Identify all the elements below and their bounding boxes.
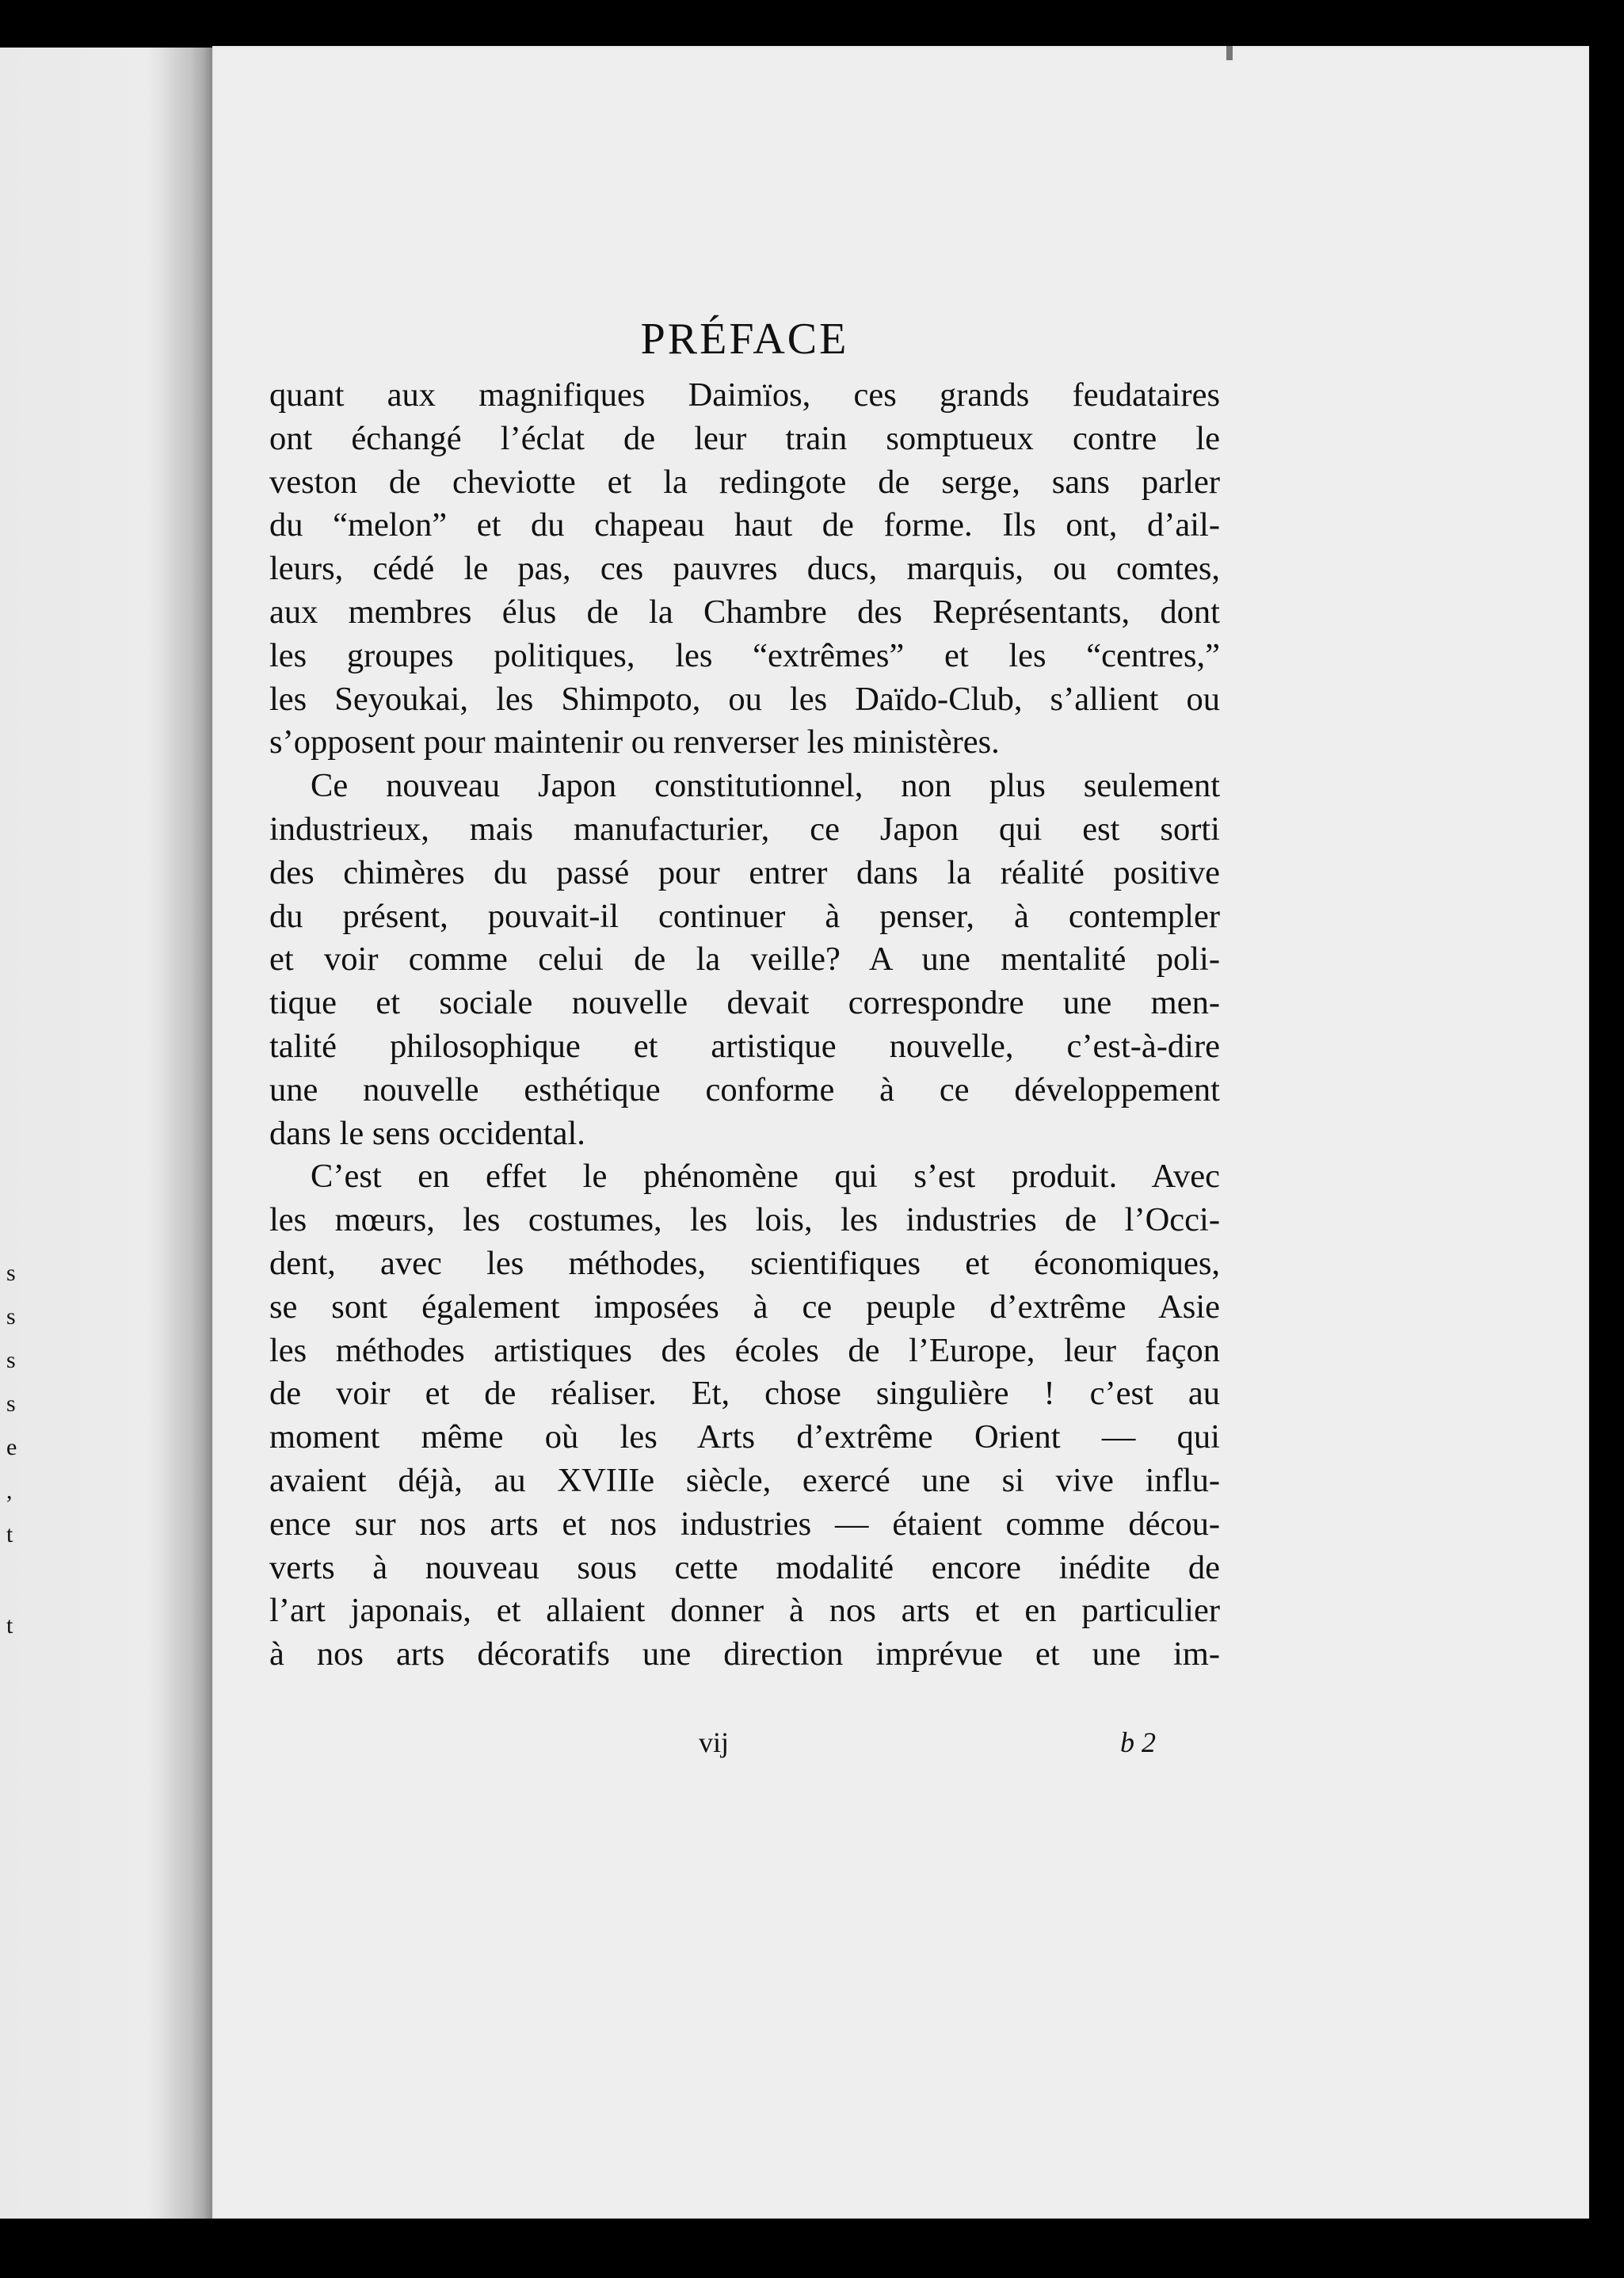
text-line: aux membres élus de la Chambre des Représentants, dont [269, 593, 1220, 631]
page-body [269, 307, 1220, 1677]
text-line: Ce nouveau Japon constitutionnel, non plus seulement [311, 767, 1220, 805]
text-line: les Seyoukai, les Shimpoto, ou les Daïdo-Club, s’allient ou [269, 680, 1220, 718]
text-line: des chimères du passé pour entrer dans la réalité positive [269, 853, 1220, 891]
text-line: ont échangé l’éclat de leur train somptueux contre le [269, 419, 1220, 457]
text-line: leurs, cédé le pas, ces pauvres ducs, marquis, ou comtes, [269, 550, 1220, 588]
signature-mark: b 2 [1120, 1727, 1156, 1758]
text-line: les mœurs, les costumes, les lois, les industries de l’Occi- [269, 1201, 1220, 1239]
text-line: s’opposent pour maintenir ou renverser les ministères. [269, 723, 1000, 761]
text-line: industrieux, mais manufacturier, ce Japon qui est sorti [269, 810, 1220, 848]
page-title: PRÉFACE [640, 315, 849, 364]
paragraph-3 [269, 1155, 1220, 1677]
text-line: dans le sens occidental. [269, 1114, 585, 1152]
text-line: avaient déjà, au XVIIIe siècle, exercé une si vive influ- [269, 1461, 1220, 1499]
text-line: quant aux magnifiques Daimïos, ces grands feudataires [269, 376, 1220, 414]
facing-page-bleed-marks: s s s s e , t t [6, 1260, 17, 1639]
text-line: verts à nouveau sous cette modalité encore inédite de [269, 1548, 1220, 1586]
page-footer [269, 1726, 1220, 1765]
text-line: moment même où les Arts d’extrême Orient — qui [269, 1418, 1220, 1456]
text-line: tique et sociale nouvelle devait correspondre une men- [269, 984, 1220, 1022]
text-line: ence sur nos arts et nos industries — étaient comme décou- [269, 1505, 1220, 1543]
text-line: de voir et de réaliser. Et, chose singulière ! c’est au [269, 1375, 1220, 1413]
text-line: du “melon” et du chapeau haut de forme. Ils ont, d’ail- [269, 506, 1220, 544]
book-page [212, 46, 1589, 2219]
text-line: une nouvelle esthétique conforme à ce développement [269, 1070, 1220, 1108]
text-line: l’art japonais, et allaient donner à nos arts et en particulier [269, 1592, 1220, 1630]
text-line: à nos arts décoratifs une direction imprévue et une im- [269, 1635, 1220, 1673]
text-line: et voir comme celui de la veille? A une mentalité poli- [269, 941, 1220, 979]
scan-top-mark [1226, 46, 1233, 60]
text-line: se sont également imposées à ce peuple d’extrême Asie [269, 1288, 1220, 1326]
page-number: vij [699, 1727, 730, 1758]
paragraph-1 [269, 374, 1220, 765]
text-line: du présent, pouvait-il continuer à penser, à contempler [269, 897, 1220, 935]
text-line: C’est en effet le phénomène qui s’est produit. Avec [311, 1158, 1220, 1196]
text-line: talité philosophique et artistique nouvelle, c’est-à-dire [269, 1027, 1220, 1065]
text-line: les méthodes artistiques des écoles de l’Europe, leur façon [269, 1331, 1220, 1369]
text-line: veston de cheviotte et la redingote de serge, sans parler [269, 463, 1220, 501]
gutter-shadow [147, 48, 222, 2219]
text-line: dent, avec les méthodes, scientifiques et économiques, [269, 1244, 1220, 1282]
paragraph-2 [269, 765, 1220, 1155]
text-line: les groupes politiques, les “extrêmes” et les “centres,” [269, 636, 1220, 674]
